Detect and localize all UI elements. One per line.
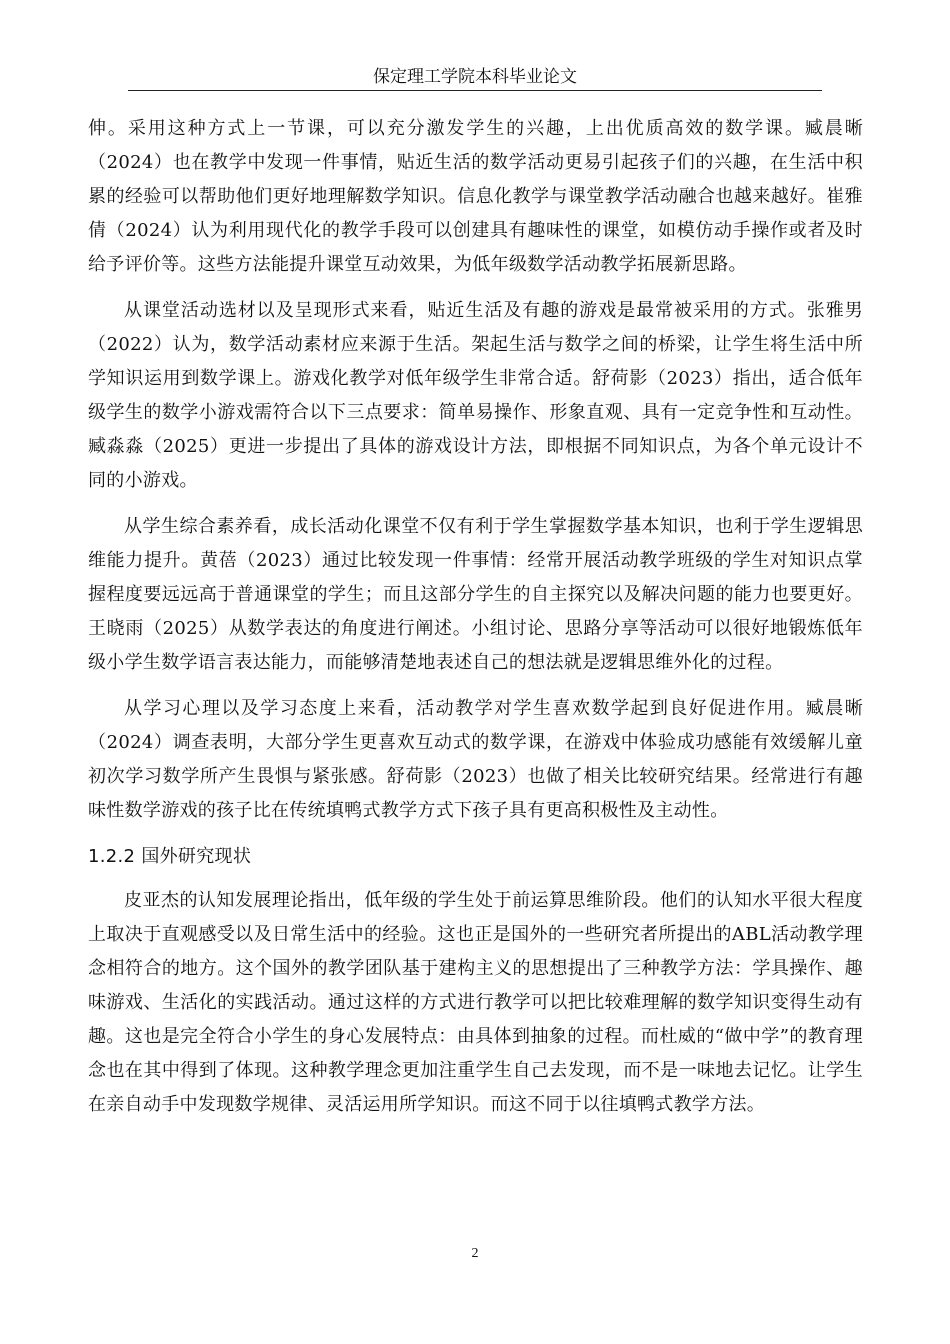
paragraph-student-literacy: 从学生综合素养看，成长活动化课堂不仅有利于学生掌握数学基本知识，也利于学生逻辑思维能力提升。黄蓓（2023）通过比较发现一件事情：经常开展活动教学班级的学生对知识点掌握程度要远远高于普通课堂的学生；而且这部分学生的自主探究以及解决问题的能力也要更好。王晓雨（2025）从数学表达的角度进行阐述。小组讨论、思路分享等活动可以很好地锻炼低年级小学生数学语言表达能力，而能够清楚地表述自己的想法就是逻辑思维外化的过程。 — [88, 516, 863, 673]
running-header — [128, 64, 822, 91]
paragraph-learning-psychology: 从学习心理以及学习态度上来看，活动教学对学生喜欢数学起到良好促进作用。臧晨晰（2024）调查表明，大部分学生更喜欢互动式的数学课，在游戏中体验成功感能有效缓解儿童初次学习数学所产生畏惧与紧张感。舒荷影（2023）也做了相关比较研究结果。经常进行有趣味性数学游戏的孩子比在传统填鸭式教学方式下孩子具有更高积极性及主动性。 — [88, 698, 863, 821]
main-content — [88, 112, 863, 1122]
paragraph-continuation: 伸。采用这种方式上一节课，可以充分激发学生的兴趣，上出优质高效的数学课。臧晨晰（2024）也在教学中发现一件事情，贴近生活的数学活动更易引起孩子们的兴趣，在生活中积累的经验可以帮助他们更好地理解数学知识。信息化教学与课堂教学活动融合也越来越好。崔雅倩（2024）认为利用现代化的教学手段可以创建具有趣味性的课堂，如模仿动手操作或者及时给予评价等。这些方法能提升课堂互动效果，为低年级数学活动教学拓展新思路。 — [88, 118, 863, 275]
paragraph-piaget-theory: 皮亚杰的认知发展理论指出，低年级的学生处于前运算思维阶段。他们的认知水平很大程度上取决于直观感受以及日常生活中的经验。这也正是国外的一些研究者所提出的ABL活动教学理念相符合的地方。这个国外的教学团队基于建构主义的思想提出了三种教学方法：学具操作、趣味游戏、生活化的实践活动。通过这样的方式进行教学可以把比较难理解的数学知识变得生动有趣。这也是完全符合小学生的身心发展特点：由具体到抽象的过程。而杜威的“做中学”的教育理念也在其中得到了体现。这种教学理念更加注重学生自己去发现，而不是一味地去记忆。让学生在亲自动手中发现数学规律、灵活运用所学知识。而这不同于以往填鸭式教学方法。 — [88, 890, 863, 1115]
header-title: 保定理工学院本科毕业论文 — [373, 67, 577, 87]
paragraph-activity-materials: 从课堂活动选材以及呈现形式来看，贴近生活及有趣的游戏是最常被采用的方式。张雅男（2022）认为，数学活动素材应来源于生活。架起生活与数学之间的桥梁，让学生将生活中所学知识运用到数学课上。游戏化教学对低年级学生非常合适。舒荷影（2023）指出，适合低年级学生的数学小游戏需符合以下三点要求：简单易操作、形象直观、具有一定竞争性和互动性。臧淼淼（2025）更进一步提出了具体的游戏设计方法，即根据不同知识点，为各个单元设计不同的小游戏。 — [88, 300, 863, 491]
page-number: 2 — [471, 1246, 479, 1261]
section-heading-foreign-research: 1.2.2 国外研究现状 — [88, 846, 252, 867]
